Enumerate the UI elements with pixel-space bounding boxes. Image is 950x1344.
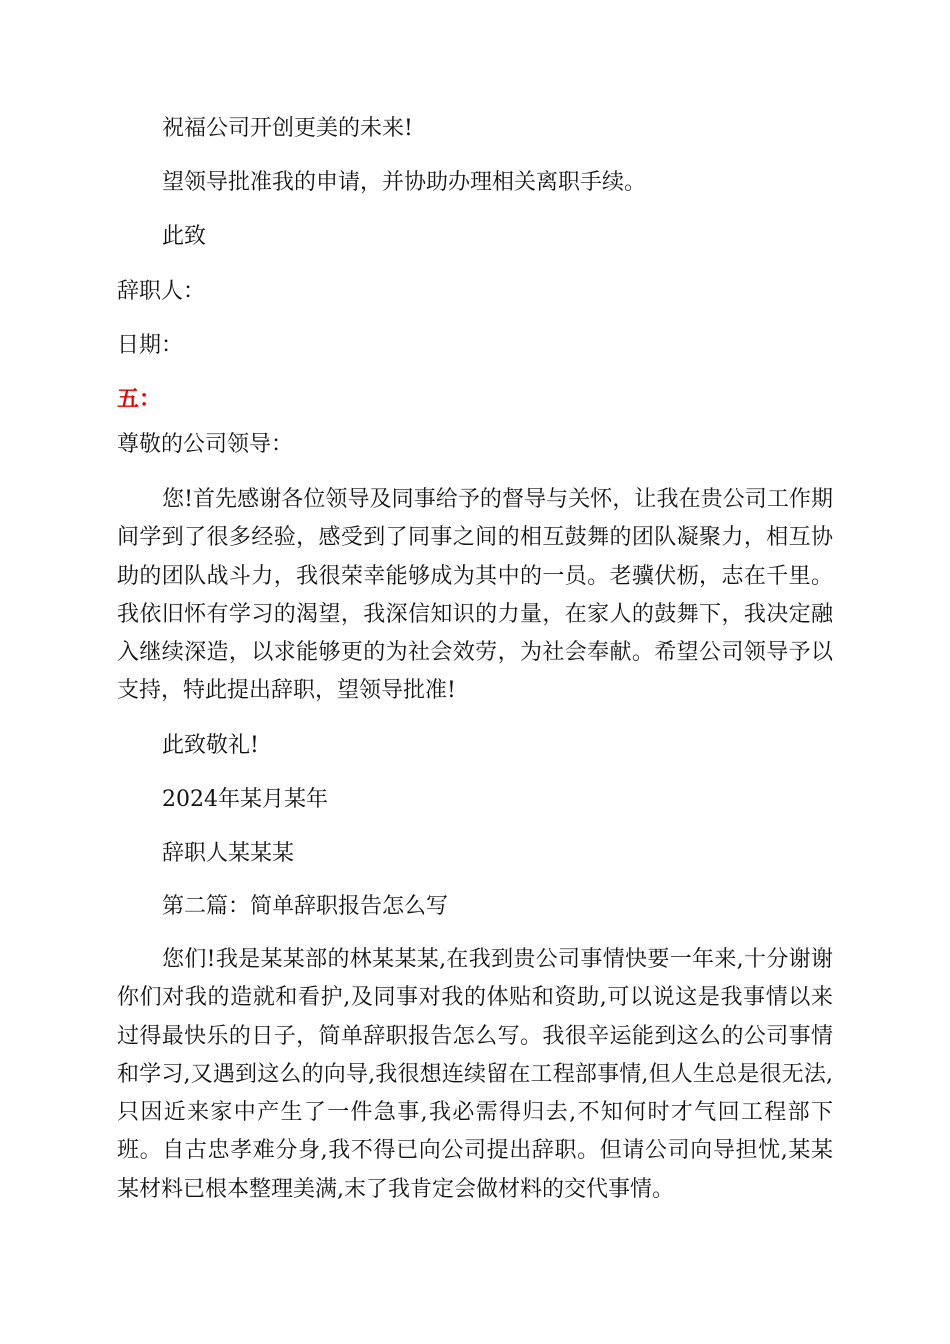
body-paragraph: 您!首先感谢各位领导及同事给予的督导与关怀，让我在贵公司工作期间学到了很多经验，感受到了同事之间的相互鼓舞的团队凝聚力，相互协助的团队战斗力，我很荣幸能够成为其中的一员。老骥伏枥，志在千里。我依旧怀有学习的渴望，我深信知识的力量，在家人的鼓舞下，我决定融入继续深造，以求能够更的为社会效劳，为社会奉献。希望公司领导予以支持，特此提出辞职，望领导批准!	[117, 487, 833, 704]
signature: 辞职人某某某	[162, 841, 295, 866]
resigner-label: 辞职人：	[117, 279, 206, 304]
closing-wish: 祝福公司开创更美的未来!	[162, 116, 413, 141]
addressee: 尊敬的公司领导：	[117, 432, 294, 457]
salutation-close: 此致	[162, 224, 207, 249]
date-label: 日期：	[117, 333, 184, 358]
date-value: 2024年某月某年	[162, 787, 328, 812]
second-article-title: 第二篇：简单辞职报告怎么写	[162, 894, 449, 919]
second-paragraph: 您们!我是某某部的林某某某,在我到贵公司事情快要一年来,十分谢谢你们对我的造就和看护,及同事对我的体贴和资助,可以说这是我事情以来过得最快乐的日子，简单辞职报告怎么写。我很辛运能到这么的公司事情和学习,又遇到这么的向导,我很想连续留在工程部事情,但人生总是很无法,只因近来家中产生了一件急事,我必需得归去,不知何时才气回工程部下班。自古忠孝难分身,我不得已向公司提出辞职。但请公司向导担忧,某某某材料已根本整理美满,末了我肯定会做材料的交代事情。	[117, 947, 833, 1202]
regards-line: 此致敬礼!	[162, 733, 259, 758]
request-line: 望领导批准我的申请，并协助办理相关离职手续。	[162, 170, 647, 195]
section-heading: 五：	[117, 387, 162, 412]
